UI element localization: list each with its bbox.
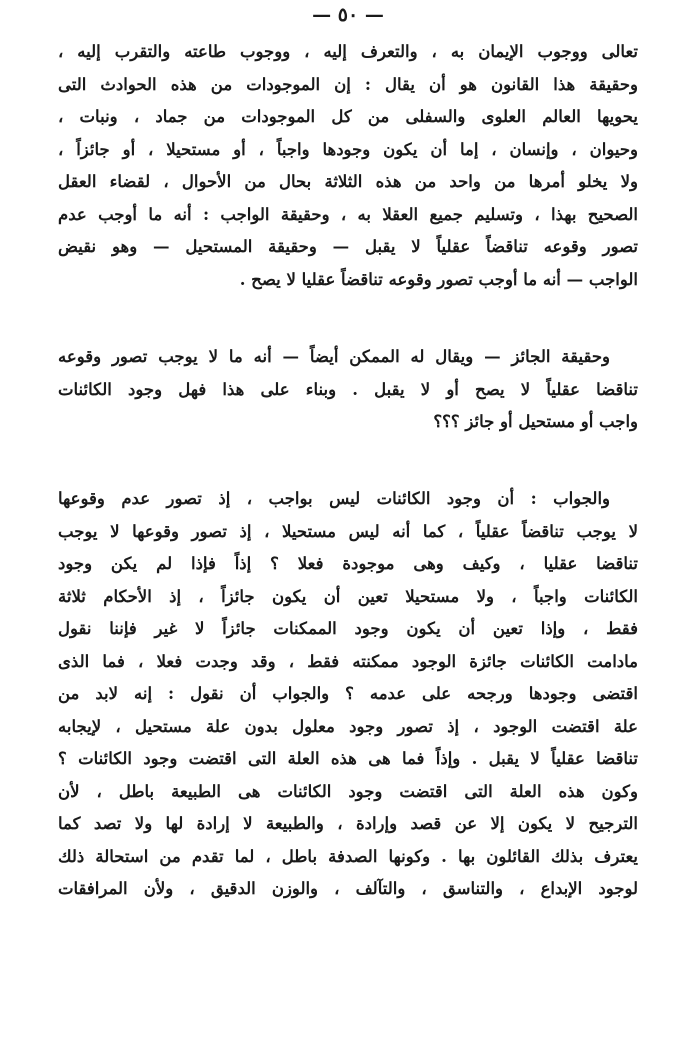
text-line: يعترف بذلك القائلون بها . وكونها الصدفة باطل ، لما تقدم من استحالة ذلك: [58, 846, 638, 866]
text-line: وحقيقة هذا القانون هو أن يقال : إن الموجودات من هذه الحوادث التى: [58, 74, 638, 94]
text-line: وكون هذه العلة التى اقتضت وجود الكائنات هى الطبيعة باطل ، لأن: [58, 781, 638, 801]
text-line: تناقضا عقلياً لا يقبل . وإذاً فما هى هذه العلة التى اقتضت وجود الكائنات ؟: [58, 749, 638, 768]
text-line: مادامت الكائنات جائزة الوجود ممكنته فقط ، وقد وجدت فعلا ، فما الذى: [58, 651, 638, 671]
book-page: [58, 0, 638, 1045]
text-line: وحيوان ، وإنسان ، إما أن يكون وجودها واجباً ، أو مستحيلا ، أو جائزاً ،: [58, 139, 638, 159]
text-line: تناقضا عقلياً لا يصح أو لا يقبل . وبناء على هذا فهل وجود الكائنات: [58, 379, 638, 399]
text-line: والجواب : أن وجود الكائنات ليس بواجب ، إذ تصور عدم وقوعها: [58, 489, 610, 508]
text-line: تعالى ووجوب الإيمان به ، والتعرف إليه ، ووجوب طاعته والتقرب إليه ،: [58, 42, 638, 61]
text-line: يحويها العالم العلوى والسفلى من كل الموجودات من جماد ، ونبات ،: [58, 107, 638, 126]
text-line: اقتضى وجودها ورجحه على عدمه ؟ والجواب أن نقول : إنه لابد من: [58, 684, 638, 703]
text-line: الكائنات واجباً ، ولا مستحيلا تعين أن يكون جائزاً ، إذ الأحكام ثلاثة: [58, 586, 638, 606]
paragraph-2: [58, 341, 638, 439]
text-line: وحقيقة الجائز — ويقال له الممكن أيضاً — أنه ما لا يوجب تصور وقوعه: [58, 347, 610, 366]
text-line: تناقضا عقليا ، وكيف وهى موجودة فعلا ؟ إذاً فإذا لم يكن وجود: [58, 554, 638, 573]
text-line: تصور وقوعه تناقضاً عقلياً لا يقبل — وحقيقة المستحيل — وهو نقيض: [58, 237, 638, 256]
text-line: الواجب — أنه ما أوجب تصور وقوعه تناقضاً عقليا لا يصح .: [239, 269, 638, 289]
text-line: لوجود الإبداع ، والتناسق ، والتآلف ، والوزن الدقيق ، ولأن المرافقات: [58, 879, 638, 898]
text-line: فقط ، وإذا تعين أن يكون وجود الممكنات جائزاً لا غير فإننا نقول: [58, 619, 638, 638]
text-line: واجب أو مستحيل أو جائز ؟؟؟: [433, 412, 638, 431]
paragraph-3: [58, 483, 638, 906]
text-line: علة اقتضت الوجود ، إذ تصور وجود معلول بدون علة مستحيل ، لإيجابه: [58, 716, 638, 736]
text-line: الترجيح لا يكون إلا عن قصد وإرادة ، والطبيعة لا إرادة لها ولا تصد كما: [58, 814, 638, 833]
text-line: لا يوجب تناقضاً عقلياً ، كما أنه ليس مستحيلا ، إذ تصور وقوعها لا يوجب: [58, 521, 638, 541]
paragraph-1: [58, 36, 638, 296]
text-line: الصحيح بهذا ، وتسليم جميع العقلا به ، وحقيقة الواجب : أنه ما أوجب عدم: [58, 204, 638, 224]
page-number: — ٥٠ —: [312, 4, 384, 26]
text-line: ولا يخلو أمرها من واحد من هذه الثلاثة بحال من الأحوال ، لقضاء العقل: [58, 172, 638, 191]
